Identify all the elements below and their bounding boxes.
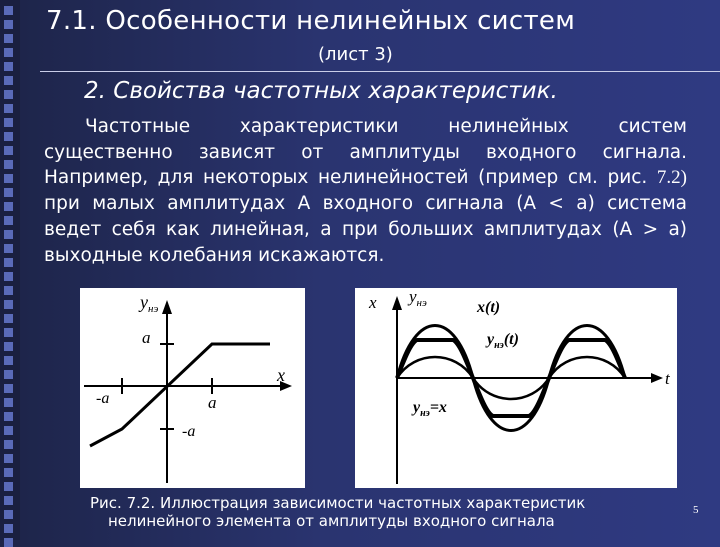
decor-square: [4, 20, 13, 29]
label-neg-a-bottom: -a: [182, 423, 196, 440]
curve-x-label: x(t): [477, 299, 501, 316]
slide-subtitle: (лист 3): [318, 44, 393, 65]
label-neg-a-left: -a: [96, 390, 110, 407]
decor-square: [4, 118, 13, 127]
decor-square: [4, 482, 13, 491]
body-paragraph: [44, 114, 687, 268]
decor-square: [4, 188, 13, 197]
section-heading: 2. Свойства частотных характеристик.: [84, 78, 558, 104]
decor-square: [4, 216, 13, 225]
label-a-top: a: [142, 328, 151, 347]
decor-square: [4, 426, 13, 435]
decor-square: [4, 328, 13, 337]
decor-square: [4, 356, 13, 365]
decor-square: [4, 384, 13, 393]
saturation-plot: [80, 288, 305, 488]
decor-square: [4, 258, 13, 267]
decor-square: [4, 48, 13, 57]
saturation-curve: [90, 344, 270, 446]
decor-square: [4, 146, 13, 155]
left-decor-stripe: [0, 0, 20, 540]
x-axis-label: x: [277, 365, 285, 385]
paragraph-part-1: Частотные характеристики нелинейных систем существенно зависят от амплитуды входного сигнала. Например, для некоторых нелинейностей (пример см. рис.: [44, 116, 687, 189]
decor-square: [4, 76, 13, 85]
slide-title: 7.1. Особенности нелинейных систем: [46, 6, 576, 36]
decor-square: [4, 174, 13, 183]
decor-square: [4, 286, 13, 295]
decor-square: [4, 398, 13, 407]
decor-square: [4, 104, 13, 113]
figure-saturation: [80, 288, 305, 488]
decor-square: [4, 468, 13, 477]
decor-square: [4, 230, 13, 239]
decor-square: [4, 454, 13, 463]
time-axis-arrow: [651, 373, 663, 383]
time-response-plot: [355, 288, 677, 488]
decor-square: [4, 342, 13, 351]
page-number: 5: [693, 504, 699, 516]
title-divider: [40, 71, 720, 72]
vertical-axis-arrow: [392, 296, 402, 310]
curve-y-label: $y_{нэ}(t)$: [487, 331, 519, 351]
decor-square: [4, 300, 13, 309]
decor-square: [4, 272, 13, 281]
figure-time-response: [355, 288, 677, 488]
figure-reference: 7.2): [656, 167, 687, 189]
decor-square: [4, 6, 13, 15]
time-axis-label: t: [665, 369, 670, 388]
decor-square: [4, 370, 13, 379]
decor-square: [4, 314, 13, 323]
decor-square: [4, 132, 13, 141]
y-axis-label: $y_{нэ}$: [409, 288, 427, 309]
figure-caption: [90, 494, 690, 530]
label-a-right: a: [208, 393, 217, 412]
decor-square: [4, 244, 13, 253]
decor-square: [4, 62, 13, 71]
decor-square: [4, 90, 13, 99]
y-axis-label: $y_{нэ}$: [140, 292, 159, 315]
decor-square: [4, 524, 13, 533]
decor-square: [4, 440, 13, 449]
decor-square: [4, 412, 13, 421]
x-axis-label: x: [369, 293, 377, 312]
decor-square: [4, 160, 13, 169]
decor-square: [4, 496, 13, 505]
linear-equation-label: $y_{нэ}=x$: [413, 399, 447, 419]
caption-line-2: нелинейного элемента от амплитуды входного сигнала: [108, 512, 555, 530]
decor-square: [4, 34, 13, 43]
decor-square: [4, 510, 13, 519]
paragraph-part-2: при малых амплитудах А входного сигнала (А < а) система ведет себя как линейная, а при больших амплитудах (А > а) выходные колебания искажаются.: [44, 193, 687, 266]
caption-line-1: Рис. 7.2. Иллюстрация зависимости частотных характеристик: [90, 494, 586, 512]
decor-square: [4, 202, 13, 211]
decor-square: [4, 538, 13, 547]
y-axis-arrow: [162, 300, 172, 314]
